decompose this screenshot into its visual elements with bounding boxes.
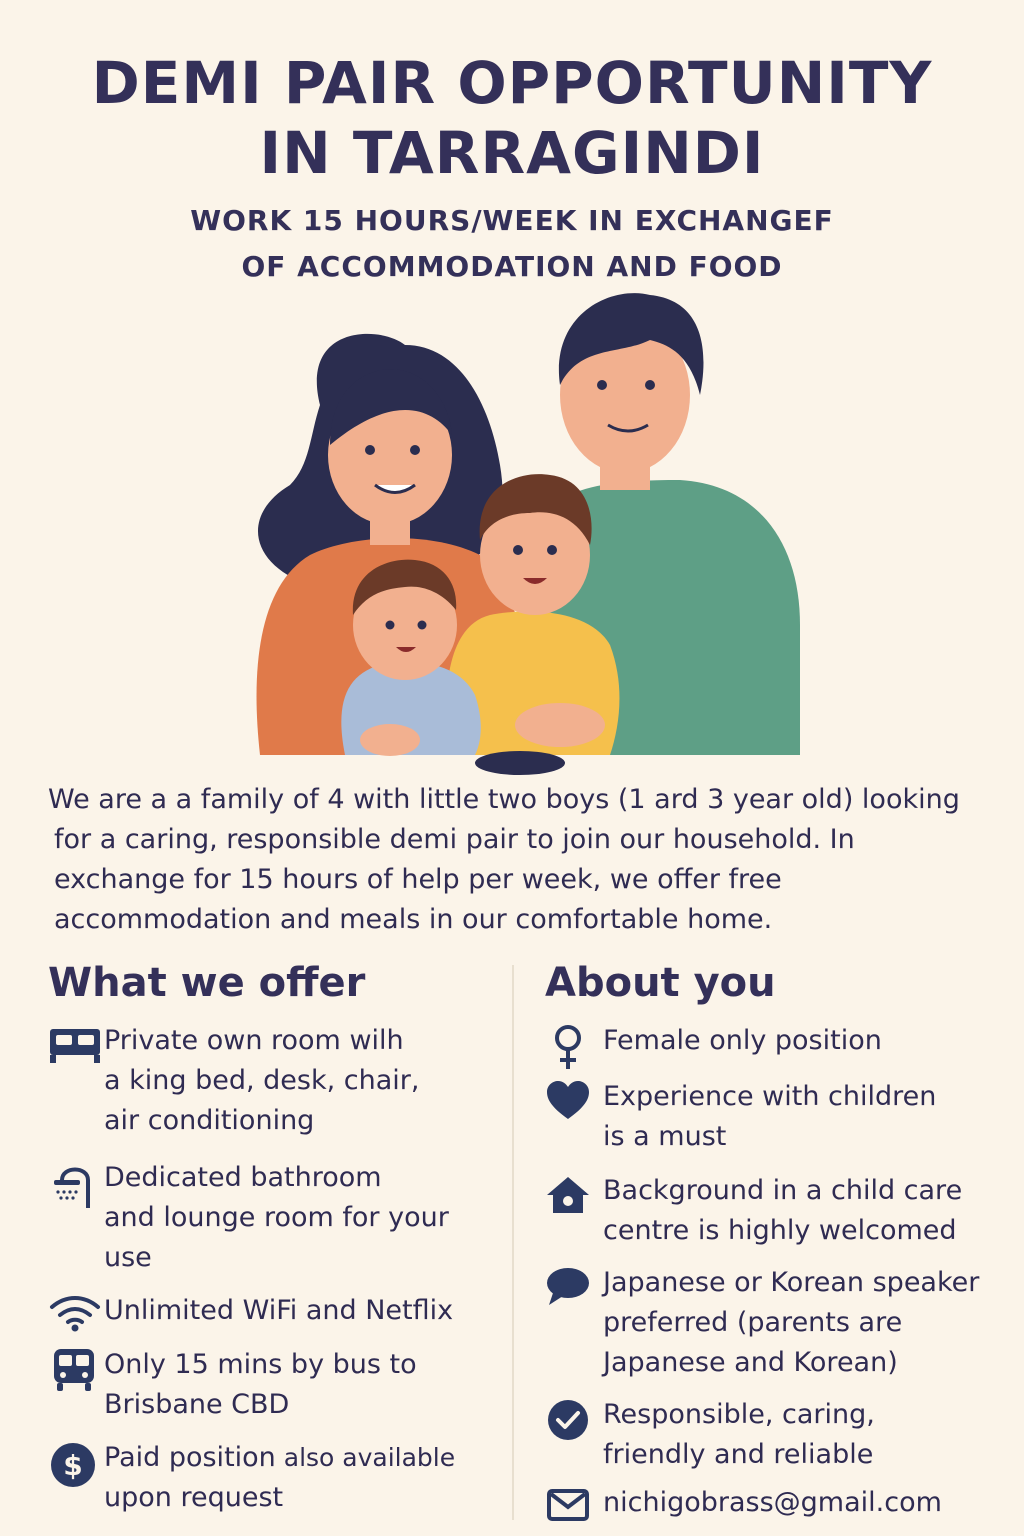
intro-line-3: exchange for 15 hours of help per week, we offer free (54, 864, 782, 895)
column-divider (512, 965, 514, 1520)
offer-paid-small: also available (275, 1443, 456, 1472)
about-you-section (545, 955, 1010, 1518)
offer-room-line-3: air conditioning (104, 1105, 315, 1136)
offer-bus-line-2: Brisbane CBD (104, 1389, 290, 1420)
about-item-female (545, 1021, 882, 1061)
contact-email-link[interactable]: nichigobrass@gmail.com (603, 1487, 942, 1518)
family-illustration (230, 285, 810, 775)
about-item-language (545, 1263, 979, 1383)
offer-item-paid (48, 1438, 455, 1518)
title-line-1: DEMI PAIR OPPORTUNITY (91, 49, 933, 117)
offer-wifi-line-1: Unlimited WiFi and Netflix (104, 1295, 454, 1326)
intro-line-2: for a caring, responsible demi pair to join our household. In (54, 824, 855, 855)
about-traits-line-2: friendly and reliable (603, 1439, 874, 1470)
wifi-icon (48, 1291, 104, 1331)
dollar-icon (48, 1438, 104, 1482)
about-exp-line-1: Experience with children (603, 1081, 937, 1112)
offer-paid-line-2: upon request (104, 1482, 284, 1513)
about-lang-line-3: Japanese and Korean) (603, 1347, 898, 1378)
bus-icon (48, 1345, 104, 1385)
about-item-email[interactable] (545, 1483, 942, 1523)
offer-paid-line-1 (104, 1438, 455, 1478)
what-we-offer-section (48, 955, 503, 1513)
subtitle-line-2: OF ACCOMMODATION AND FOOD (241, 250, 783, 283)
svg-text:$: $ (63, 1449, 83, 1482)
about-female-line-1: Female only position (603, 1025, 882, 1056)
page-subtitle (0, 198, 1024, 290)
offer-item-bus (48, 1345, 417, 1425)
chat-icon (545, 1263, 603, 1303)
intro-paragraph (48, 780, 998, 940)
title-line-2: IN TARRAGINDI (259, 119, 765, 187)
offer-room-line-2: a king bed, desk, chair, (104, 1065, 420, 1096)
offer-item-wifi (48, 1291, 453, 1331)
shower-icon (48, 1158, 104, 1198)
about-heading: About you (545, 960, 776, 1006)
about-item-experience (545, 1077, 936, 1157)
page-title (0, 48, 1024, 188)
subtitle-line-1: WORK 15 HOURS/WEEK IN EXCHANGEF (190, 204, 834, 237)
bed-icon (48, 1021, 104, 1061)
offer-room-line-1: Private own room wilh (104, 1025, 404, 1056)
about-lang-line-1: Japanese or Korean speaker (603, 1267, 980, 1298)
offer-bath-line-2: and lounge room for your (104, 1202, 449, 1233)
check-circle-icon (545, 1395, 603, 1435)
about-item-background (545, 1171, 962, 1251)
mail-icon (545, 1483, 603, 1523)
female-icon (545, 1021, 603, 1061)
about-item-traits (545, 1395, 875, 1475)
offer-item-room (48, 1021, 419, 1141)
about-bg-line-2: centre is highly welcomed (603, 1215, 957, 1246)
offer-bus-line-1: Only 15 mins by bus to (104, 1349, 417, 1380)
offer-bath-line-1: Dedicated bathroom (104, 1162, 382, 1193)
offer-bath-line-3: use (104, 1242, 152, 1273)
about-traits-line-1: Responsible, caring, (603, 1399, 875, 1430)
offer-paid-main: Paid position (104, 1442, 276, 1473)
intro-line-4: accommodation and meals in our comfortable home. (54, 904, 773, 935)
offer-heading: What we offer (48, 960, 366, 1006)
house-icon (545, 1171, 603, 1211)
about-exp-line-2: is a must (603, 1121, 727, 1152)
intro-line-1: We are a a family of 4 with little two boys (1 ard 3 year old) looking (48, 784, 960, 815)
about-lang-line-2: preferred (parents are (603, 1307, 903, 1338)
about-bg-line-1: Background in a child care (603, 1175, 963, 1206)
heart-icon (545, 1077, 603, 1117)
offer-item-bathroom (48, 1158, 449, 1278)
